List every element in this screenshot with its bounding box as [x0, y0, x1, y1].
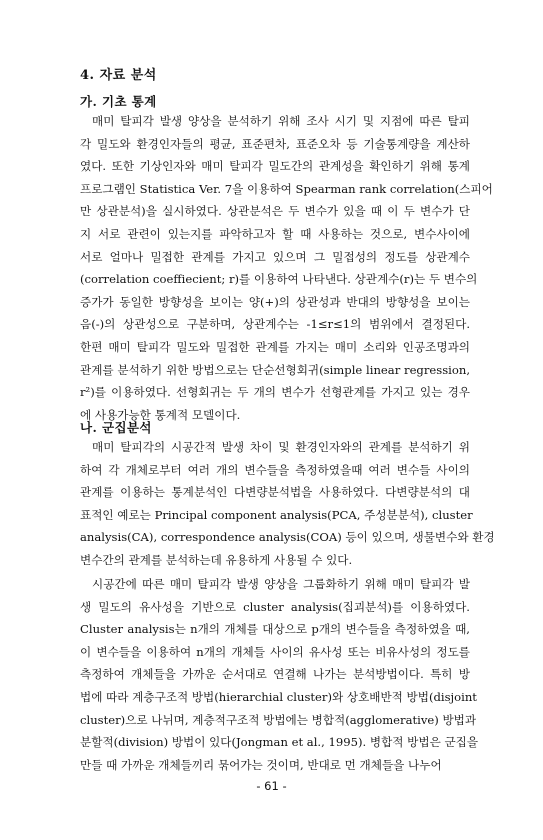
text-line: 였다. 또한 기상인자와 매미 탈피각 밀도간의 관계성을 확인하기 위해 통계 [80, 159, 470, 174]
text-line: 생 밀도의 유사성을 기반으로 cluster analysis(집괴분석)를 이용하였다. [80, 599, 470, 614]
section-title: 4. 자료 분석 [80, 68, 157, 83]
text-line: 만들 때 가까운 개체들끼리 묶어가는 것이며, 반대로 먼 개체들을 나누어 [80, 757, 442, 772]
text-line: 이 변수들을 이용하여 n개의 개체들 사이의 유사성 또는 비유사성의 정도를 [80, 644, 470, 659]
paragraph-cluster-analysis [80, 573, 479, 776]
text-line: 프로그램인 Statistica Ver. 7을 이용하여 Spearman rank correlation(스피어 [80, 181, 493, 196]
text-line: 법에 따라 계층구조적 방법(hierarchial cluster)와 상호배반적 방법(disjoint [80, 689, 477, 704]
text-line: 만 상관분석)을 실시하였다. 상관분석은 두 변수가 있을 때 이 두 변수가 단 [80, 204, 470, 219]
text-line: 각 밀도와 환경인자들의 평균, 표준편차, 표준오차 등 기술통계량을 계산하 [80, 136, 470, 151]
text-line: Cluster analysis는 n개의 개체를 대상으로 p개의 변수들을 측정하였을 때, [80, 622, 470, 637]
text-line: 측정하여 개체들을 가까운 순서대로 연결해 나가는 분석방법이다. 특히 방 [80, 667, 470, 682]
text-line: cluster)으로 나뉘며, 계층적구조적 방법에는 병합적(agglomerative) 방법과 [80, 712, 477, 727]
text-line: 매미 탈피각의 시공간적 발생 차이 및 환경인자와의 관계를 분석하기 위 [92, 440, 470, 454]
page-number: - 61 - [256, 779, 287, 793]
text-line: 한편 매미 탈피각 밀도와 밀접한 관계를 가지는 매미 소리와 인공조명과의 [80, 339, 470, 354]
text-line: 증가가 동일한 방향성을 보이는 양(+)의 상관성과 반대의 방향성을 보이는 [80, 294, 470, 309]
text-line: 관계를 분석하기 위한 방법으로는 단순선형회귀(simple linear regression, [80, 362, 470, 377]
paragraph-basic-statistics [80, 110, 493, 426]
text-line: (correlation coeffiecient; r)를 이용하여 나타낸다. 상관계수(r)는 두 변수의 [80, 272, 478, 287]
text-line: 지 서로 관련이 있는지를 파악하고자 할 때 사용하는 것으로, 변수사이에 [80, 226, 470, 241]
text-line: 매미 탈피각 발생 양상을 분석하기 위해 조사 시기 및 지점에 따른 탈피 [92, 114, 470, 128]
text-line: 관계를 이용하는 통계분석인 다변량분석법을 사용하였다. 다변량분석의 대 [80, 485, 470, 500]
text-line: r²)를 이용하였다. 선형회귀는 두 개의 변수가 선형관계를 가지고 있는 경우 [80, 385, 470, 400]
text-line: 변수간의 관계를 분석하는데 유용하게 사용될 수 있다. [80, 552, 353, 567]
subsection-title-cluster-analysis: 나. 군집분석 [80, 420, 152, 435]
subsection-title-basic-statistics: 가. 기초 통계 [80, 94, 157, 109]
text-line: 하여 각 개체로부터 여러 개의 변수들을 측정하였을때 여러 변수들 사이의 [80, 462, 470, 477]
text-line: 에 사용가능한 통계적 모델이다. [80, 407, 241, 422]
text-line: 음(-)의 상관성으로 구분하며, 상관계수는 -1≤r≤1의 범위에서 결정된다. [80, 317, 470, 332]
text-line: 서로 얼마나 밀접한 관계를 가지고 있으며 그 밀접성의 정도를 상관계수 [80, 249, 470, 264]
text-line: analysis(CA), correspondence analysis(COA) 등이 있으며, 생물변수와 환경 [80, 530, 495, 545]
text-line: 분할적(division) 방법이 있다(Jongman et al., 1995). 병합적 방법은 군집을 [80, 735, 479, 750]
paragraph-multivariate-analysis [80, 436, 495, 572]
text-line: 표적인 예로는 Principal component analysis(PCA, 주성분분석), cluster [80, 507, 473, 522]
text-line: 시공간에 따른 매미 탈피각 발생 양상을 그룹화하기 위해 매미 탈피각 발 [92, 577, 470, 591]
